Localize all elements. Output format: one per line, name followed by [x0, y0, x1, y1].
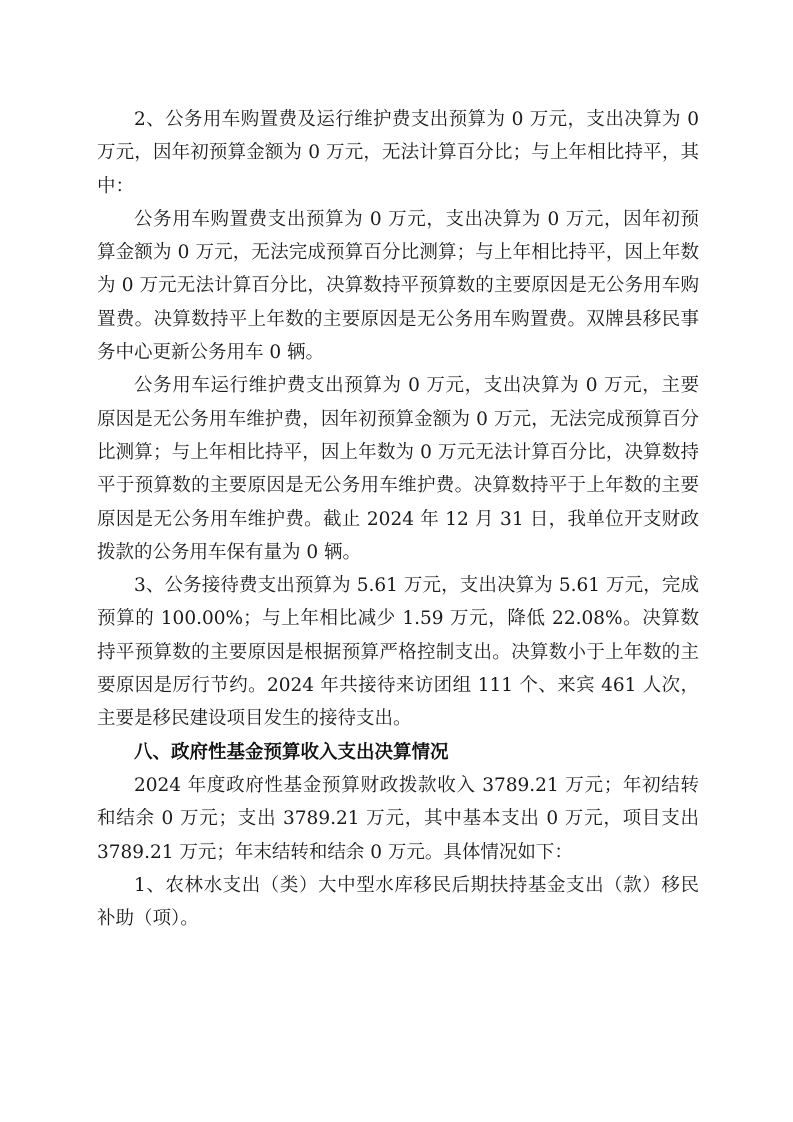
paragraph-reception: 3、公务接待费支出预算为 5.61 万元，支出决算为 5.61 万元，完成预算的 100.00%；与上年相比减少 1.59 万元，降低 22.08%。决算数持平预算数的主要原因是根据预算严格控制支出。决算数小于上年数的主要原因是厉行节约。2024 年共接待来访团组 111 个、来宾 461 人次，主要是移民建设项目发生的接待支出。	[97, 575, 699, 730]
paragraph-vehicle-maintenance: 公务用车运行维护费支出预算为 0 万元，支出决算为 0 万元，主要原因是无公务用车维护费，因年初预算金额为 0 万元，无法完成预算百分比测算；与上年相比持平，因上年数为 0 万元无法计算百分比，决算数持平于预算数的主要原因是无公务用车维护费。决算数持平于上年数的主要原因是无公务用车维护费。截止 2024 年 12 月 31 日，我单位开支财政拨款的公务用车保有量为 0 辆。	[97, 375, 699, 563]
document-page	[97, 103, 699, 935]
paragraph-fund-summary: 2024 年度政府性基金预算财政拨款收入 3789.21 万元；年初结转和结余 0 万元；支出 3789.21 万元，其中基本支出 0 万元，项目支出 3789.21 万元；年末结转和结余 0 万元。具体情况如下：	[97, 774, 699, 863]
paragraph-vehicle-total: 2、公务用车购置费及运行维护费支出预算为 0 万元，支出决算为 0 万元，因年初预算金额为 0 万元，无法计算百分比；与上年相比持平，其中：	[97, 109, 699, 197]
paragraph-vehicle-purchase: 公务用车购置费支出预算为 0 万元，支出决算为 0 万元，因年初预算金额为 0 万元，无法完成预算百分比测算；与上年相比持平，因上年数为 0 万元无法计算百分比，决算数持平预算数的主要原因是无公务用车购置费。决算数持平上年数的主要原因是无公务用车购置费。双牌县移民事务中心更新公务用车 0 辆。	[97, 208, 699, 364]
section-heading: 八、政府性基金预算收入支出决算情况	[134, 741, 449, 763]
paragraph-fund-item-1: 1、农林水支出（类）大中型水库移民后期扶持基金支出（款）移民补助（项）。	[97, 874, 699, 930]
